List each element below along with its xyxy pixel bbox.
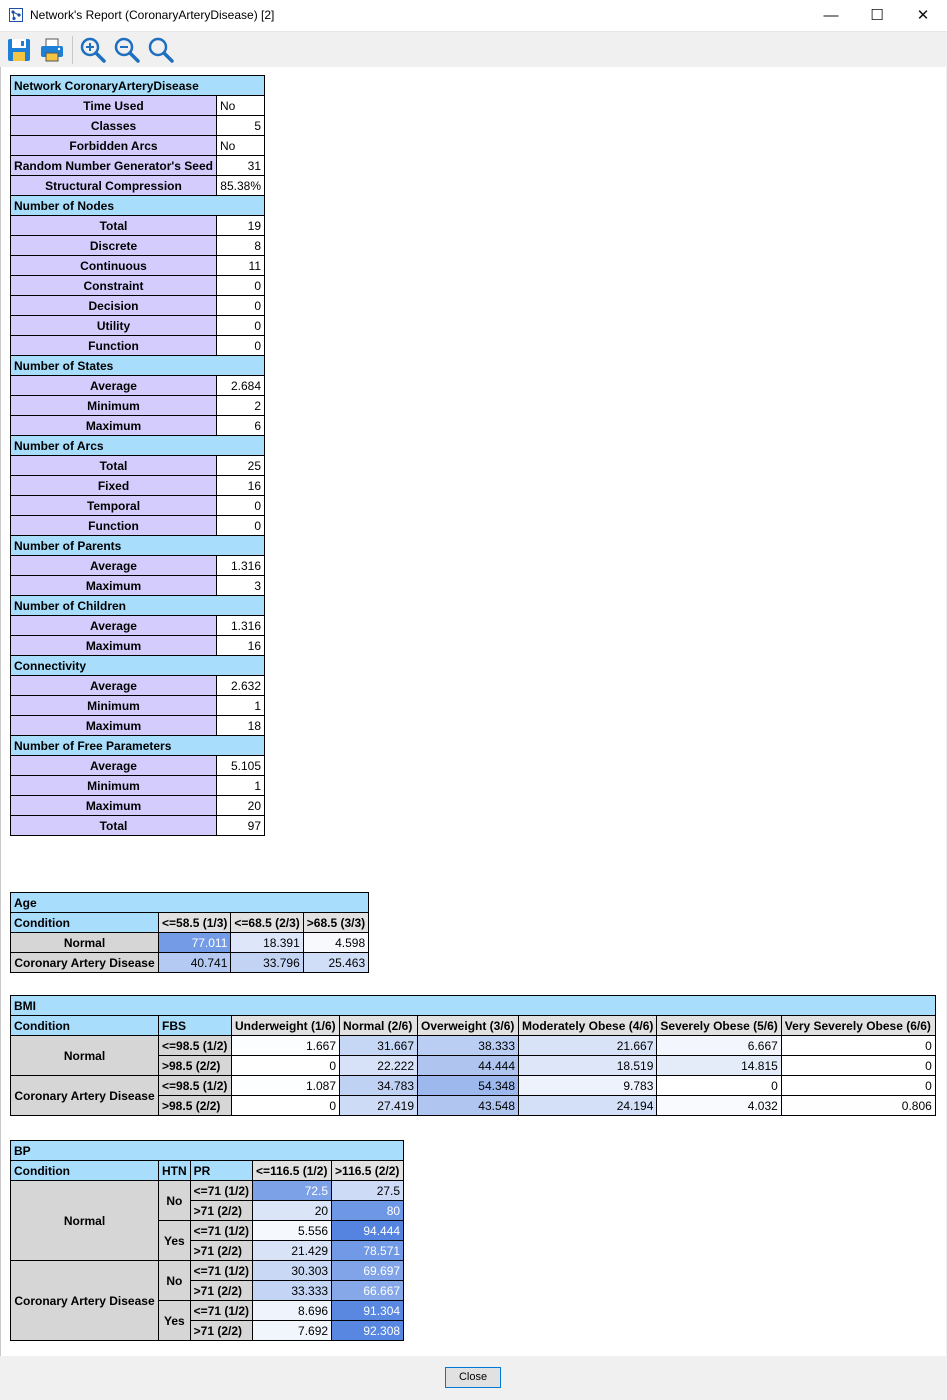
close-button[interactable]: Close: [445, 1367, 501, 1388]
title-bar: [0, 0, 947, 32]
summary-row: [11, 236, 265, 256]
summary-row: [11, 96, 265, 116]
zoom-out-icon[interactable]: [113, 36, 141, 64]
probability-cell: 21.667: [519, 1036, 657, 1056]
table-title: BMI: [11, 996, 936, 1016]
close-window-button[interactable]: ✕: [916, 7, 930, 24]
probability-cell: 6.667: [657, 1036, 781, 1056]
state-header: <=68.5 (2/3): [231, 913, 303, 933]
probability-cell: 9.783: [519, 1076, 657, 1096]
summary-value: 16: [217, 476, 265, 496]
summary-value: 2: [217, 396, 265, 416]
pr-state-cell: >71 (2/2): [190, 1201, 252, 1221]
condition-cell: Normal: [11, 933, 159, 953]
probability-cell: 27.419: [340, 1096, 418, 1116]
bp-cpt-table: [10, 1140, 404, 1341]
htn-state-cell: No: [159, 1261, 191, 1301]
summary-value: 6: [217, 416, 265, 436]
toolbar-separator: [72, 36, 73, 64]
summary-value: 8: [217, 236, 265, 256]
condition-cell: Coronary Artery Disease: [11, 1076, 159, 1116]
summary-row: [11, 336, 265, 356]
condition-cell: Normal: [11, 1036, 159, 1076]
summary-row: [11, 516, 265, 536]
window-title: Network's Report (CoronaryArteryDisease) [2]: [30, 8, 275, 22]
probability-cell: 31.667: [340, 1036, 418, 1056]
probability-cell: 0.806: [781, 1096, 935, 1116]
summary-label: Function: [11, 336, 217, 356]
parent-state-cell: >98.5 (2/2): [159, 1096, 232, 1116]
summary-value: 5: [217, 116, 265, 136]
app-icon: [9, 8, 23, 22]
probability-cell: 30.303: [253, 1261, 332, 1281]
summary-label: Discrete: [11, 236, 217, 256]
htn-state-cell: No: [159, 1181, 191, 1221]
parent-state-cell: <=98.5 (1/2): [159, 1036, 232, 1056]
summary-value: 31: [217, 156, 265, 176]
summary-label: Average: [11, 756, 217, 776]
probability-cell: 92.308: [332, 1321, 404, 1341]
probability-cell: 5.556: [253, 1221, 332, 1241]
summary-value: 1.316: [217, 616, 265, 636]
probability-cell: 0: [232, 1096, 340, 1116]
summary-row: [11, 576, 265, 596]
htn-state-cell: Yes: [159, 1221, 191, 1261]
summary-value: 16: [217, 636, 265, 656]
summary-value: 18: [217, 716, 265, 736]
age-cpt-table: [10, 892, 369, 973]
summary-label: Total: [11, 456, 217, 476]
summary-value: 25: [217, 456, 265, 476]
summary-value: No: [217, 96, 265, 116]
summary-label: Average: [11, 556, 217, 576]
pr-state-cell: >71 (2/2): [190, 1321, 252, 1341]
summary-value: 1: [217, 776, 265, 796]
parent1-header: HTN: [159, 1161, 191, 1181]
maximize-button[interactable]: ☐: [870, 7, 884, 24]
summary-row: [11, 416, 265, 436]
summary-label: Average: [11, 616, 217, 636]
probability-cell: 25.463: [303, 953, 368, 973]
summary-row: [11, 476, 265, 496]
summary-value: 1: [217, 696, 265, 716]
parent-header: FBS: [159, 1016, 232, 1036]
cpt-row: [11, 953, 369, 973]
summary-label: Function: [11, 516, 217, 536]
pr-state-cell: <=71 (1/2): [190, 1301, 252, 1321]
probability-cell: 66.667: [332, 1281, 404, 1301]
summary-label: Total: [11, 816, 217, 836]
condition-header: Condition: [11, 1161, 159, 1181]
pr-state-cell: >71 (2/2): [190, 1281, 252, 1301]
table-title: Age: [11, 893, 369, 913]
network-summary-table: [10, 75, 265, 836]
cpt-row: [11, 1261, 404, 1281]
summary-label: Time Used: [11, 96, 217, 116]
probability-cell: 38.333: [418, 1036, 519, 1056]
summary-label: Constraint: [11, 276, 217, 296]
summary-label: Average: [11, 676, 217, 696]
state-header: <=58.5 (1/3): [159, 913, 231, 933]
summary-row: [11, 496, 265, 516]
summary-row: [11, 696, 265, 716]
summary-row: [11, 716, 265, 736]
summary-row: [11, 676, 265, 696]
summary-value: 97: [217, 816, 265, 836]
section-header: Number of Children: [11, 596, 265, 616]
summary-row: [11, 296, 265, 316]
summary-label: Continuous: [11, 256, 217, 276]
pr-state-cell: <=71 (1/2): [190, 1181, 252, 1201]
summary-label: Minimum: [11, 696, 217, 716]
probability-cell: 4.598: [303, 933, 368, 953]
section-header: Connectivity: [11, 656, 265, 676]
probability-cell: 0: [781, 1076, 935, 1096]
section-header-row: [11, 596, 265, 616]
summary-value: 2.632: [217, 676, 265, 696]
probability-cell: 0: [657, 1076, 781, 1096]
probability-cell: 69.697: [332, 1261, 404, 1281]
condition-cell: Coronary Artery Disease: [11, 1261, 159, 1341]
summary-value: 20: [217, 796, 265, 816]
probability-cell: 24.194: [519, 1096, 657, 1116]
section-header: Network CoronaryArteryDisease: [11, 76, 265, 96]
probability-cell: 54.348: [418, 1076, 519, 1096]
probability-cell: 44.444: [418, 1056, 519, 1076]
cpt-row: [11, 1181, 404, 1201]
report-panel: [0, 67, 946, 1356]
section-header-row: [11, 196, 265, 216]
summary-label: Average: [11, 376, 217, 396]
section-header: Number of States: [11, 356, 265, 376]
minimize-button[interactable]: —: [823, 7, 839, 24]
summary-label: Minimum: [11, 396, 217, 416]
summary-label: Random Number Generator's Seed: [11, 156, 217, 176]
condition-cell: Coronary Artery Disease: [11, 953, 159, 973]
section-header: Number of Arcs: [11, 436, 265, 456]
summary-label: Structural Compression: [11, 176, 217, 196]
summary-row: [11, 316, 265, 336]
summary-label: Decision: [11, 296, 217, 316]
state-header: Overweight (3/6): [418, 1016, 519, 1036]
summary-label: Temporal: [11, 496, 217, 516]
parent-state-cell: <=98.5 (1/2): [159, 1076, 232, 1096]
probability-cell: 21.429: [253, 1241, 332, 1261]
probability-cell: 77.011: [159, 933, 231, 953]
section-header-row: [11, 76, 265, 96]
probability-cell: 0: [781, 1036, 935, 1056]
htn-state-cell: Yes: [159, 1301, 191, 1341]
print-icon[interactable]: [38, 36, 66, 64]
save-icon[interactable]: [5, 36, 33, 64]
summary-label: Classes: [11, 116, 217, 136]
probability-cell: 34.783: [340, 1076, 418, 1096]
condition-cell: Normal: [11, 1181, 159, 1261]
summary-label: Utility: [11, 316, 217, 336]
summary-label: Total: [11, 216, 217, 236]
condition-header: Condition: [11, 913, 159, 933]
summary-row: [11, 616, 265, 636]
summary-value: 85.38%: [217, 176, 265, 196]
pr-state-cell: <=71 (1/2): [190, 1261, 252, 1281]
zoom-reset-icon[interactable]: [147, 36, 175, 64]
summary-value: 3: [217, 576, 265, 596]
section-header-row: [11, 656, 265, 676]
summary-value: 5.105: [217, 756, 265, 776]
summary-row: [11, 176, 265, 196]
summary-row: [11, 456, 265, 476]
cpt-row: [11, 933, 369, 953]
probability-cell: 14.815: [657, 1056, 781, 1076]
probability-cell: 1.087: [232, 1076, 340, 1096]
summary-label: Forbidden Arcs: [11, 136, 217, 156]
probability-cell: 7.692: [253, 1321, 332, 1341]
summary-value: 0: [217, 336, 265, 356]
section-header-row: [11, 436, 265, 456]
summary-value: 0: [217, 496, 265, 516]
button-bar: [0, 1356, 947, 1400]
probability-cell: 4.032: [657, 1096, 781, 1116]
probability-cell: 91.304: [332, 1301, 404, 1321]
probability-cell: 94.444: [332, 1221, 404, 1241]
parent2-header: PR: [190, 1161, 252, 1181]
summary-row: [11, 376, 265, 396]
summary-row: [11, 156, 265, 176]
probability-cell: 72.5: [253, 1181, 332, 1201]
probability-cell: 0: [781, 1056, 935, 1076]
section-header-row: [11, 356, 265, 376]
summary-value: 1.316: [217, 556, 265, 576]
bmi-cpt-table: [10, 995, 936, 1116]
probability-cell: 78.571: [332, 1241, 404, 1261]
state-header: Normal (2/6): [340, 1016, 418, 1036]
section-header-row: [11, 536, 265, 556]
state-header: <=116.5 (1/2): [253, 1161, 332, 1181]
section-header: Number of Parents: [11, 536, 265, 556]
summary-row: [11, 816, 265, 836]
probability-cell: 20: [253, 1201, 332, 1221]
summary-label: Maximum: [11, 416, 217, 436]
probability-cell: 22.222: [340, 1056, 418, 1076]
summary-value: No: [217, 136, 265, 156]
probability-cell: 40.741: [159, 953, 231, 973]
summary-row: [11, 216, 265, 236]
state-header: >116.5 (2/2): [332, 1161, 404, 1181]
toolbar: [0, 32, 947, 68]
summary-row: [11, 116, 265, 136]
summary-value: 11: [217, 256, 265, 276]
state-header: >68.5 (3/3): [303, 913, 368, 933]
zoom-in-icon[interactable]: [79, 36, 107, 64]
state-header: Very Severely Obese (6/6): [781, 1016, 935, 1036]
probability-cell: 80: [332, 1201, 404, 1221]
probability-cell: 27.5: [332, 1181, 404, 1201]
summary-label: Maximum: [11, 716, 217, 736]
summary-label: Maximum: [11, 576, 217, 596]
summary-row: [11, 776, 265, 796]
pr-state-cell: <=71 (1/2): [190, 1221, 252, 1241]
state-header: Underweight (1/6): [232, 1016, 340, 1036]
summary-label: Minimum: [11, 776, 217, 796]
summary-value: 19: [217, 216, 265, 236]
pr-state-cell: >71 (2/2): [190, 1241, 252, 1261]
condition-header: Condition: [11, 1016, 159, 1036]
summary-label: Maximum: [11, 796, 217, 816]
state-header: Severely Obese (5/6): [657, 1016, 781, 1036]
section-header: Number of Free Parameters: [11, 736, 265, 756]
section-header: Number of Nodes: [11, 196, 265, 216]
probability-cell: 18.519: [519, 1056, 657, 1076]
probability-cell: 33.333: [253, 1281, 332, 1301]
summary-row: [11, 396, 265, 416]
probability-cell: 43.548: [418, 1096, 519, 1116]
summary-value: 2.684: [217, 376, 265, 396]
summary-value: 0: [217, 316, 265, 336]
summary-value: 0: [217, 296, 265, 316]
probability-cell: 8.696: [253, 1301, 332, 1321]
probability-cell: 33.796: [231, 953, 303, 973]
state-header: Moderately Obese (4/6): [519, 1016, 657, 1036]
summary-value: 0: [217, 516, 265, 536]
summary-row: [11, 276, 265, 296]
parent-state-cell: >98.5 (2/2): [159, 1056, 232, 1076]
probability-cell: 18.391: [231, 933, 303, 953]
summary-row: [11, 556, 265, 576]
section-header-row: [11, 736, 265, 756]
summary-row: [11, 636, 265, 656]
summary-label: Fixed: [11, 476, 217, 496]
summary-row: [11, 136, 265, 156]
summary-row: [11, 256, 265, 276]
summary-row: [11, 756, 265, 776]
summary-row: [11, 796, 265, 816]
cpt-row: [11, 1036, 936, 1056]
probability-cell: 0: [232, 1056, 340, 1076]
cpt-row: [11, 1076, 936, 1096]
summary-value: 0: [217, 276, 265, 296]
table-title: BP: [11, 1141, 404, 1161]
probability-cell: 1.667: [232, 1036, 340, 1056]
summary-label: Maximum: [11, 636, 217, 656]
